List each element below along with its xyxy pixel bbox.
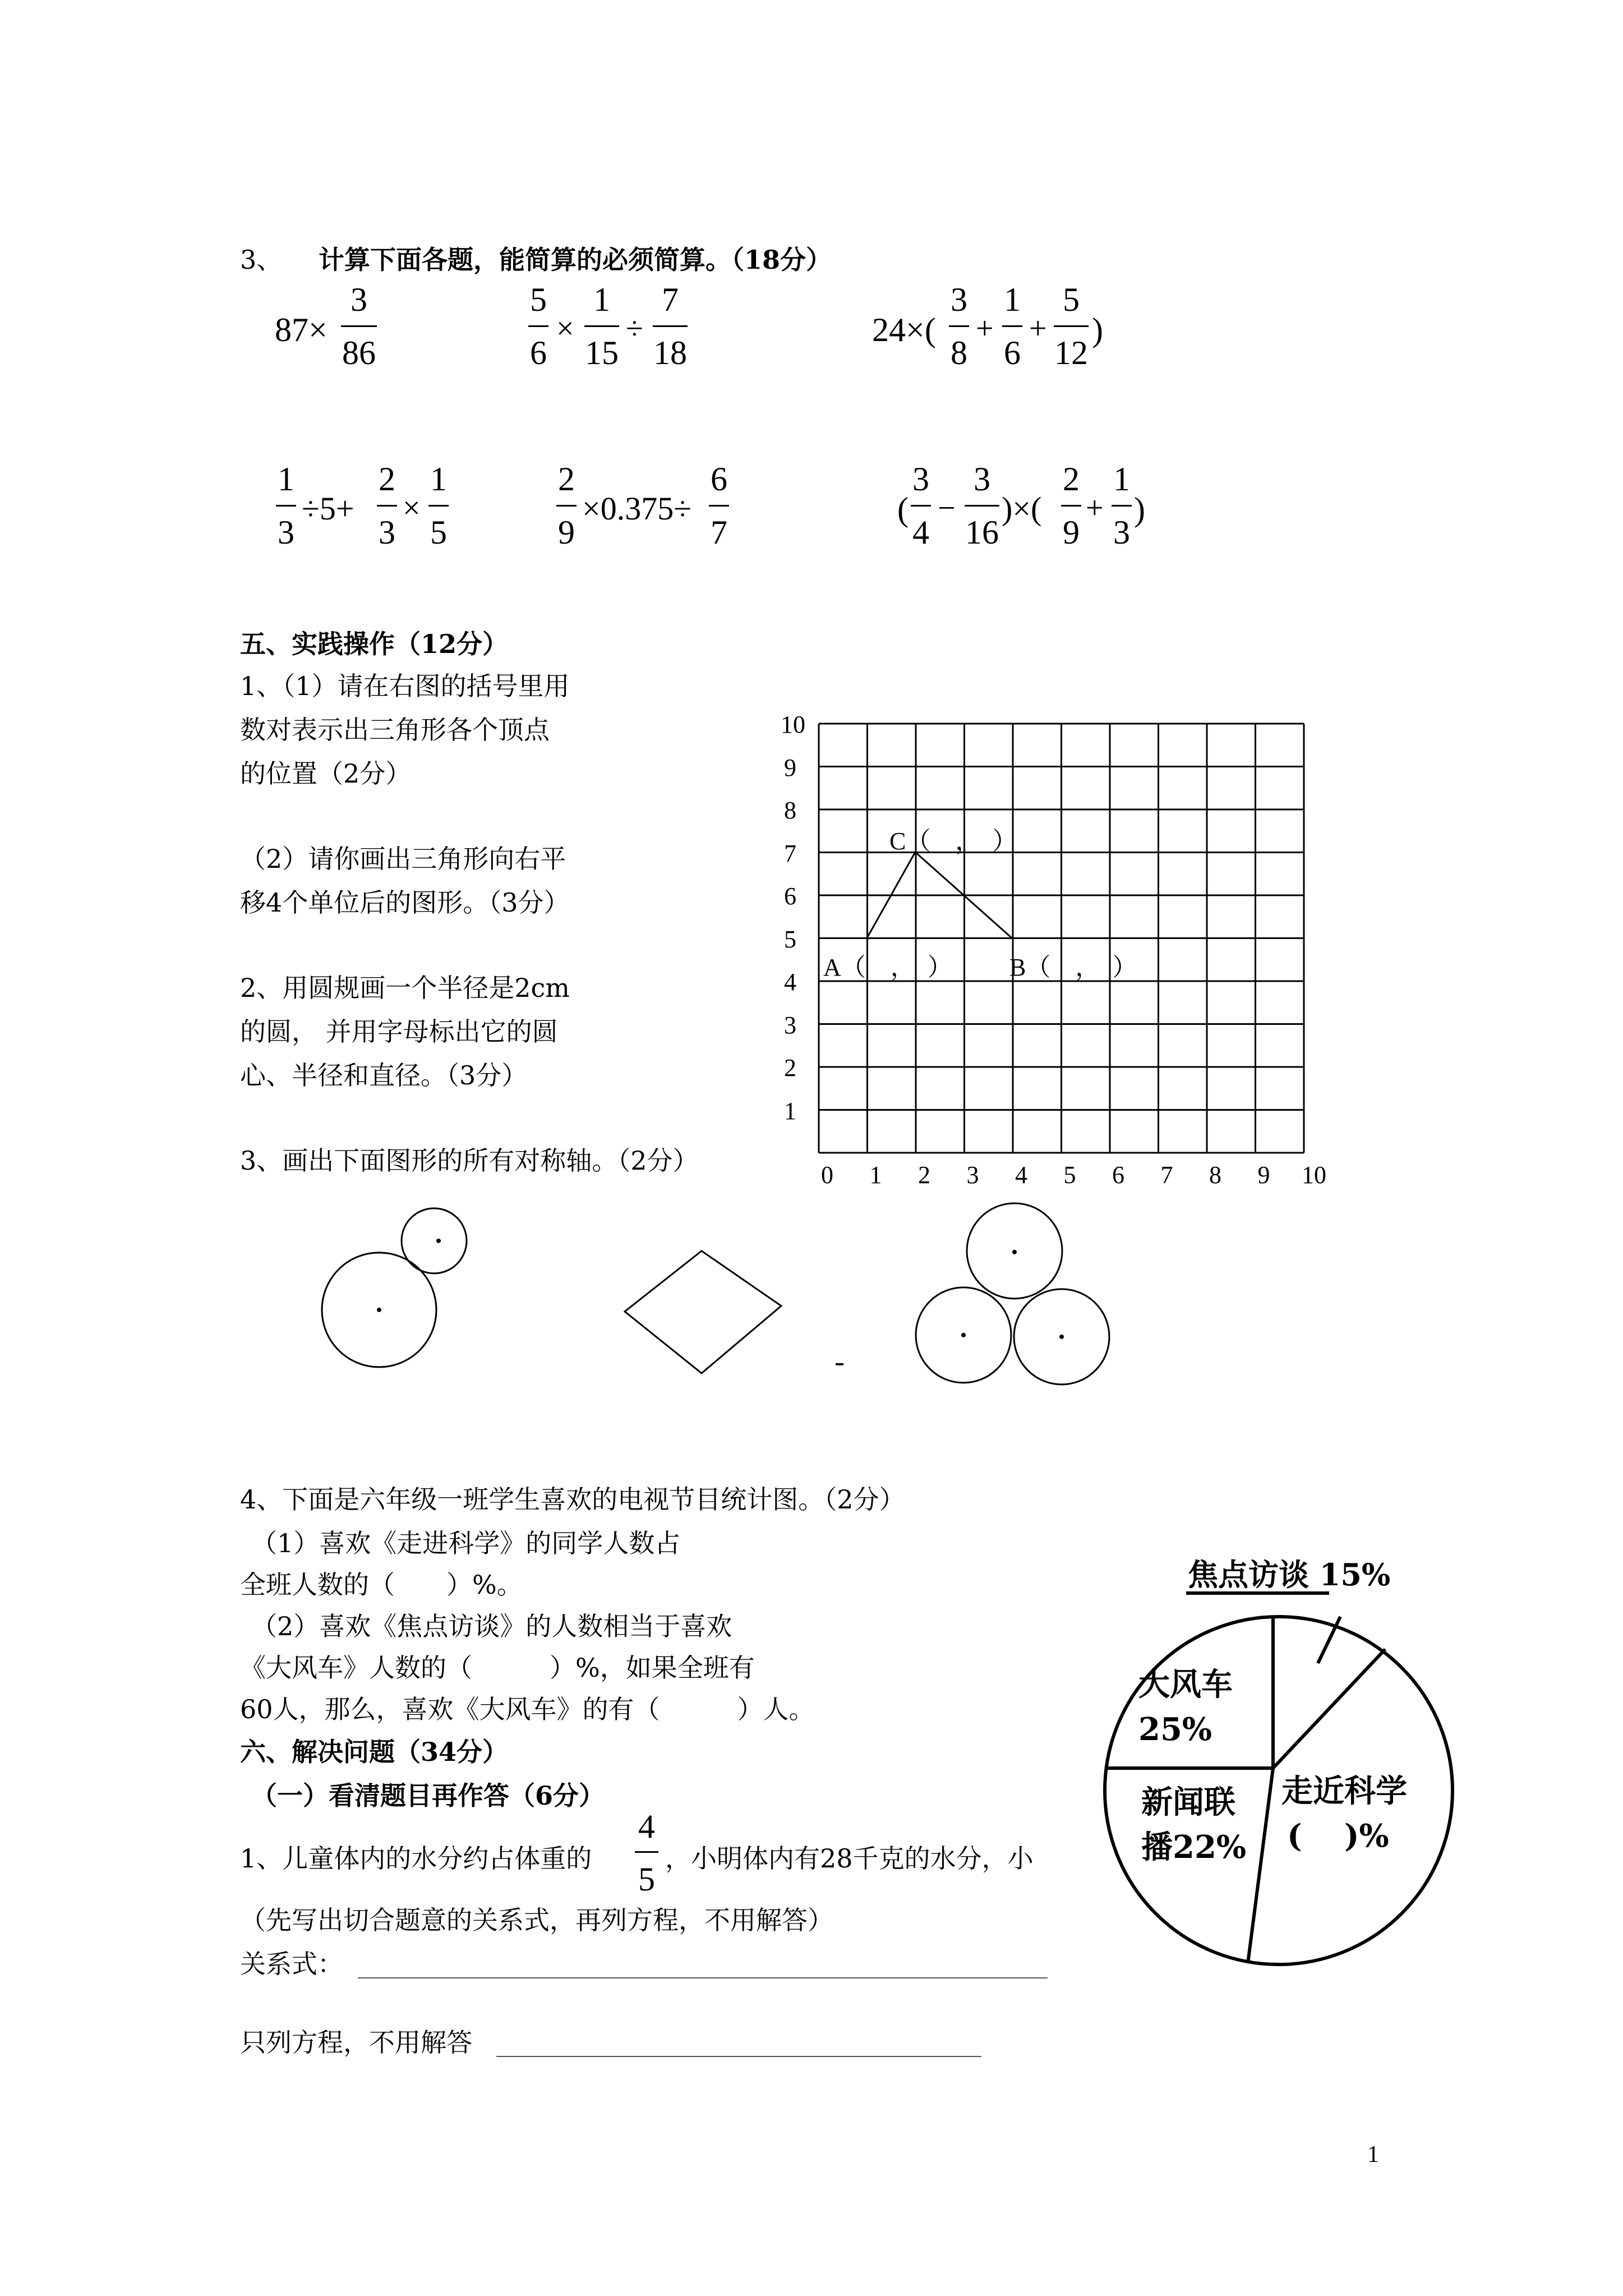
expr3-op1: + (976, 311, 994, 346)
expr5-mid: ×0.375÷ (582, 490, 692, 527)
expr2-d1: 6 (530, 334, 547, 371)
s6-q1-denominator: 5 (638, 1861, 655, 1898)
expr4-d2: 3 (379, 514, 395, 551)
x-axis-label: 6 (1112, 1161, 1124, 1189)
s6-q1-text-2: ，小明体内有28千克的水分，小 (665, 1843, 1034, 1874)
expr5-n2: 6 (711, 461, 727, 498)
s6-q1-numerator: 4 (638, 1808, 655, 1845)
expr6-mid: )×( (1002, 490, 1042, 527)
expr4-n3: 1 (430, 461, 447, 498)
expr4-d3: 5 (430, 514, 447, 551)
q4-line-2: 全班人数的（ ）%。 (240, 1570, 523, 1600)
x-axis-label: 7 (1160, 1161, 1173, 1189)
expr5-d1: 9 (558, 514, 575, 551)
q2-line-1: 2、用圆规画一个半径是2cm (240, 973, 570, 1003)
expr6-n2: 3 (974, 461, 990, 498)
expr1-numerator: 3 (351, 281, 367, 318)
x-axis-label: 3 (966, 1161, 979, 1189)
expr6-op1: − (938, 491, 956, 526)
q1a-line-1: 1、（1）请在右图的括号里用 (240, 671, 570, 701)
expr4-n2: 2 (379, 461, 395, 498)
y-axis-label: 7 (784, 839, 796, 867)
expr3-tail: ) (1092, 311, 1103, 348)
y-axis-label: 9 (784, 753, 796, 781)
expr6-d2: 16 (965, 514, 999, 551)
expr2-d2: 15 (585, 334, 619, 371)
expr2-d3: 18 (653, 334, 687, 371)
q4-line-1: （1）喜欢《走进科学》的同学人数占 (251, 1528, 681, 1558)
q4-line-4: 《大风车》人数的（ ）%，如果全班有 (240, 1653, 755, 1683)
pie-value-dafengche: 25% (1138, 1711, 1212, 1748)
pie-value-kexue: ( )% (1287, 1818, 1389, 1855)
x-axis-label: 1 (869, 1161, 882, 1189)
x-axis-label: 10 (1302, 1161, 1326, 1189)
expr3-n2: 1 (1004, 281, 1021, 318)
section3-number: 3、 (240, 245, 283, 275)
relation-label: 关系式： (240, 1949, 343, 1979)
section3-heading: 计算下面各题，能简算的必须简算。（18分） (319, 245, 832, 275)
pie-divider-4 (1248, 1768, 1273, 1963)
x-axis-label: 9 (1257, 1161, 1270, 1189)
expr2-op1: × (556, 311, 574, 346)
expr1-denominator: 86 (342, 334, 376, 371)
pie-label-dafengche: 大风车 (1138, 1666, 1233, 1703)
q4-intro: 4、下面是六年级一班学生喜欢的电视节目统计图。（2分） (240, 1484, 905, 1515)
expr6-open: ( (897, 491, 909, 528)
y-axis-label: 1 (784, 1097, 796, 1125)
expr3-n1: 3 (951, 281, 967, 318)
expr3-lead: 24×( (872, 311, 936, 348)
expr4-mid: ÷5+ (302, 490, 354, 527)
expr2-op2: ÷ (626, 311, 643, 346)
x-axis-label: 8 (1209, 1161, 1221, 1189)
expr4-op: × (403, 491, 421, 526)
expr3-d1: 8 (951, 334, 967, 371)
expr2-n2: 1 (593, 281, 610, 318)
y-axis-label: 2 (784, 1054, 796, 1082)
vertex-b-label: B（ ， ） (1009, 954, 1137, 981)
q1a-line-3: 的位置（2分） (240, 758, 412, 789)
s6-note: （先写出切合题意的关系式，再列方程，不用解答） (240, 1905, 833, 1935)
x-axis-label: 4 (1015, 1161, 1027, 1189)
expr6-d4: 3 (1113, 514, 1130, 551)
expr6-n4: 1 (1113, 461, 1130, 498)
expr3-n3: 5 (1063, 281, 1080, 318)
q1b-line-1: （2）请你画出三角形向右平 (240, 844, 566, 874)
y-axis-label: 8 (784, 797, 796, 824)
section6-heading: 六、解决问题（34分） (240, 1737, 509, 1767)
q1b-line-2: 移4个单位后的图形。（3分） (240, 887, 570, 918)
y-axis-label: 5 (784, 925, 796, 953)
expr6-n3: 2 (1063, 461, 1080, 498)
x-axis-label: 2 (918, 1161, 930, 1189)
q3-text: 3、画出下面图形的所有对称轴。（2分） (240, 1145, 699, 1176)
relation-answer-line[interactable] (358, 1977, 1048, 1978)
q4-line-5: 60人，那么，喜欢《大风车》的有（ ）人。 (240, 1694, 815, 1724)
s6-q1-text: 1、儿童体内的水分约占体重的 (240, 1843, 592, 1874)
pie-title: 焦点访谈 15% (1188, 1557, 1391, 1593)
vertex-c-label: C（ ， ） (889, 827, 1017, 855)
expr5-d2: 7 (711, 514, 727, 551)
expr2-n1: 5 (530, 281, 547, 318)
page-number: 1 (1367, 2142, 1379, 2168)
expr4-d1: 3 (278, 514, 294, 551)
expr2-n3: 7 (662, 281, 679, 318)
y-axis-label: 4 (784, 968, 796, 996)
y-axis-label: 10 (781, 711, 805, 738)
q2-line-2: 的圆， 并用字母标出它的圆 (240, 1016, 558, 1047)
expr6-op2: + (1086, 491, 1104, 526)
q1a-line-2: 数对表示出三角形各个顶点 (240, 715, 550, 745)
expr6-n1: 3 (912, 461, 929, 498)
section5-heading: 五、实践操作（12分） (240, 629, 509, 659)
pie-divider-3 (1273, 1649, 1385, 1768)
pie-label-kexue: 走近科学 (1281, 1773, 1407, 1810)
expr3-d2: 6 (1004, 334, 1021, 371)
fraction-bar (635, 1851, 658, 1853)
expr6-d3: 9 (1063, 514, 1080, 551)
expr6-d1: 4 (912, 514, 929, 551)
pie-value-xinwen: 播22% (1141, 1829, 1247, 1866)
equation-label: 只列方程，不用解答 (240, 2027, 472, 2058)
expr5-n1: 2 (558, 461, 575, 498)
q2-line-3: 心、半径和直径。（3分） (240, 1060, 528, 1091)
expr4-n1: 1 (278, 461, 294, 498)
vertex-a-label: A（ ， ） (823, 954, 952, 981)
y-axis-label: 3 (784, 1011, 796, 1039)
q4-line-3: （2）喜欢《焦点访谈》的人数相当于喜欢 (251, 1611, 732, 1641)
x-axis-label: 5 (1063, 1161, 1076, 1189)
x-axis-label: 0 (821, 1161, 833, 1189)
pie-label-xinwen: 新闻联 (1141, 1784, 1235, 1821)
expr3-d3: 12 (1054, 334, 1088, 371)
expr6-close: ) (1134, 491, 1145, 528)
expr1-lead: 87× (275, 311, 328, 348)
section6-subheading: （一）看清题目再作答（6分） (251, 1780, 605, 1811)
y-axis-label: 6 (784, 882, 796, 910)
expr3-op2: + (1029, 311, 1047, 346)
equation-answer-line[interactable] (496, 2056, 981, 2057)
